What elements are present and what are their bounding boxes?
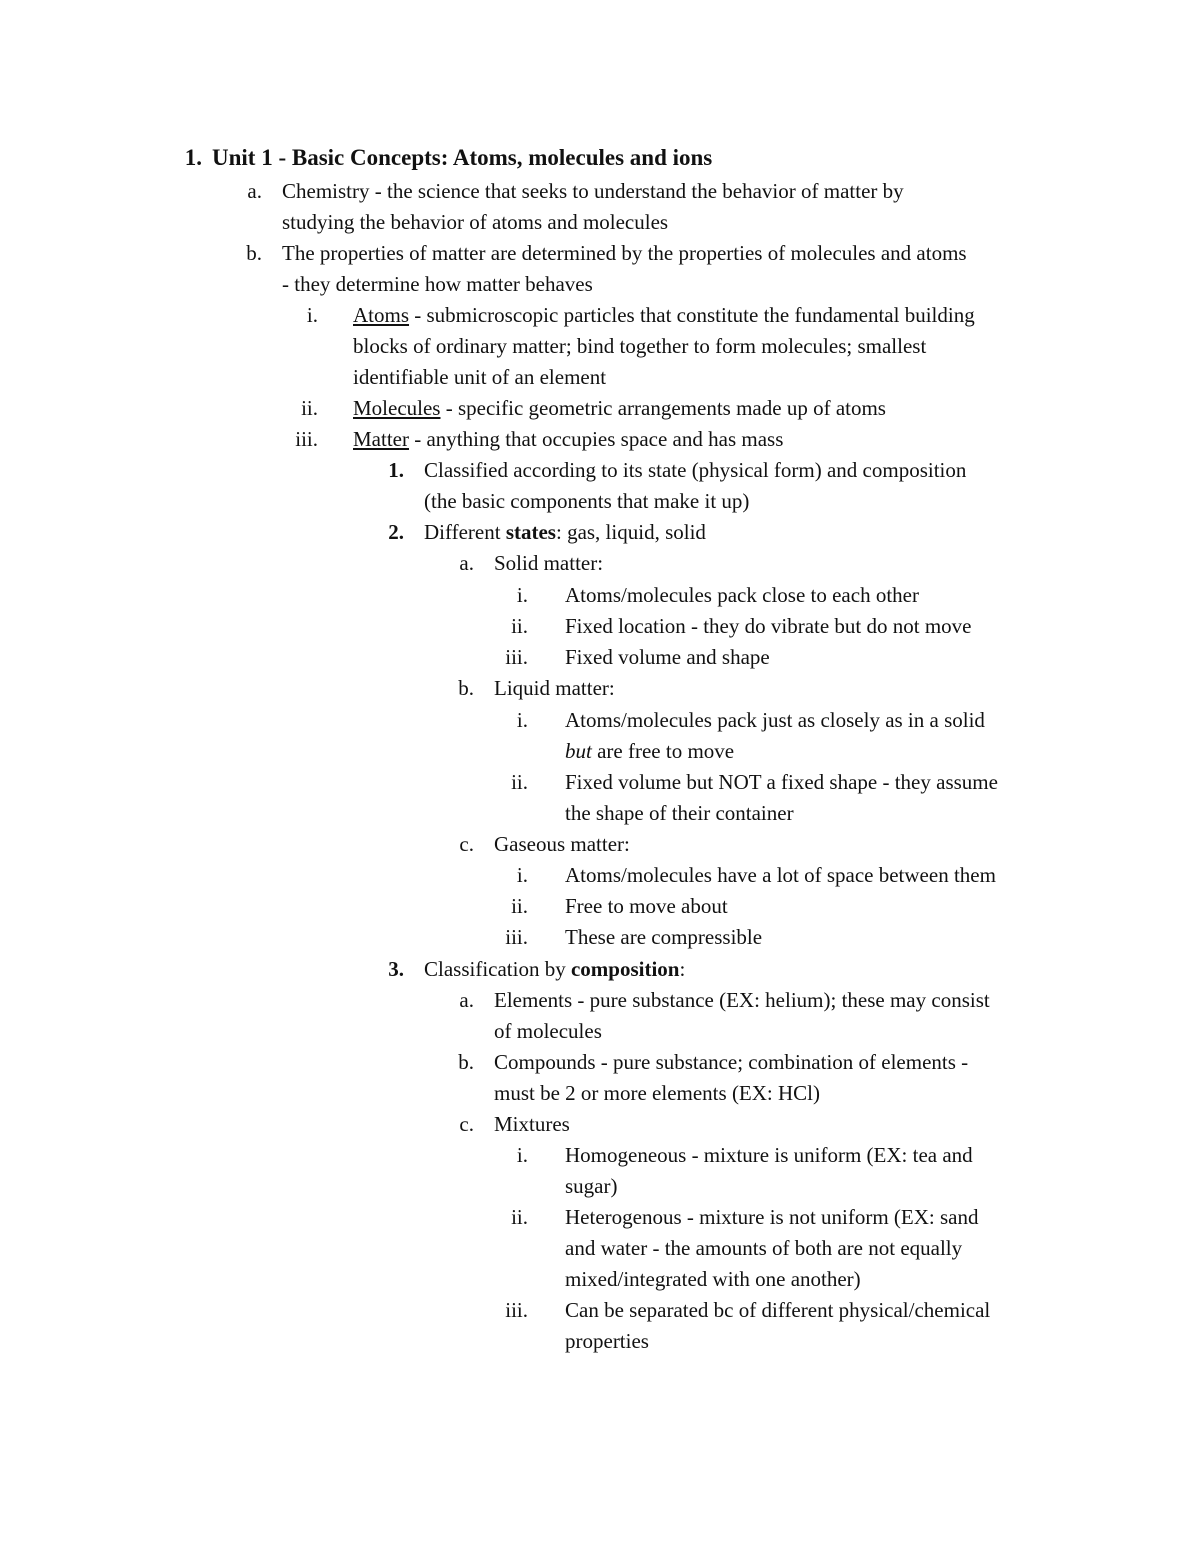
list-marker: b. xyxy=(458,1050,474,1074)
list-item-text: The properties of matter are determined by the properties of molecules and atoms - they determine how matter behaves xyxy=(282,241,967,296)
list-item-text: Molecules - specific geometric arrangements made up of atoms xyxy=(353,396,886,420)
list-item-text: Gaseous matter: xyxy=(494,832,630,856)
list-marker: i. xyxy=(516,583,528,607)
emphasis-but: but xyxy=(565,739,592,763)
list-marker: ii. xyxy=(511,1205,528,1229)
list-item-text: Matter - anything that occupies space and has mass xyxy=(353,427,784,451)
list-item-text: Mixtures xyxy=(494,1112,570,1136)
list-marker: b. xyxy=(458,676,474,700)
page-title: Unit 1 - Basic Concepts: Atoms, molecules and ions xyxy=(212,145,713,170)
list-item-text: Homogeneous - mixture is uniform (EX: tea and sugar) xyxy=(565,1143,973,1198)
list-item-text: Atoms/molecules pack close to each other xyxy=(565,583,919,607)
list-item-text: Atoms - submicroscopic particles that constitute the fundamental building blocks of ordinary matter; bind together to form molecules; smallest identifiable unit of an element xyxy=(353,303,975,389)
term-composition: composition xyxy=(570,957,680,981)
list-item-text: Elements - pure substance (EX: helium); these may consist of molecules xyxy=(494,988,990,1043)
term-molecules: Molecules xyxy=(353,396,441,420)
list-marker: iii. xyxy=(505,1298,528,1322)
list-marker: b. xyxy=(246,241,262,265)
list-marker: iii. xyxy=(505,925,528,949)
term-matter: Matter xyxy=(353,427,409,451)
list-marker: i. xyxy=(516,1143,528,1167)
list-marker: c. xyxy=(459,832,474,856)
term-atoms: Atoms xyxy=(353,303,410,327)
list-item-text: Heterogenous - mixture is not uniform (EX: sand and water - the amounts of both are not equally mixed/integrated with one another) xyxy=(565,1205,979,1291)
list-item-text: Chemistry - the science that seeks to understand the behavior of matter by studying the behavior of atoms and molecules xyxy=(282,179,904,234)
list-marker: 1. xyxy=(388,458,404,482)
list-marker: 2. xyxy=(388,520,404,544)
list-marker: c. xyxy=(459,1112,474,1136)
list-marker: iii. xyxy=(295,427,318,451)
list-marker: a. xyxy=(459,551,474,575)
list-item-text: Classification by composition: xyxy=(424,957,686,981)
list-marker: i. xyxy=(516,708,528,732)
list-item-text: Fixed volume but NOT a fixed shape - they assume the shape of their container xyxy=(565,770,998,825)
list-item-text: Fixed volume and shape xyxy=(565,645,770,669)
list-item-text: Liquid matter: xyxy=(494,676,615,700)
term-states: states xyxy=(505,520,556,544)
list-marker: 1. xyxy=(184,145,202,170)
list-marker: ii. xyxy=(511,770,528,794)
list-item-text: Compounds - pure substance; combination of elements - must be 2 or more elements (EX: HCl) xyxy=(494,1050,969,1105)
list-marker: ii. xyxy=(511,894,528,918)
list-item-text: Atoms/molecules pack just as closely as in a solid but are free to move xyxy=(565,708,985,763)
list-item-text: Classified according to its state (physical form) and composition (the basic components that make it up) xyxy=(424,458,967,513)
list-marker: ii. xyxy=(511,614,528,638)
list-item-text: Fixed location - they do vibrate but do not move xyxy=(565,614,972,638)
list-marker: a. xyxy=(247,179,262,203)
list-marker: i. xyxy=(306,303,318,327)
list-item-text: Can be separated bc of different physical/chemical properties xyxy=(565,1298,991,1353)
list-marker: a. xyxy=(459,988,474,1012)
list-marker: iii. xyxy=(505,645,528,669)
list-item-text: Atoms/molecules have a lot of space between them xyxy=(565,863,996,887)
list-marker: 3. xyxy=(388,957,404,981)
list-item-text: These are compressible xyxy=(565,925,763,949)
list-item-text: Free to move about xyxy=(565,894,728,918)
list-marker: ii. xyxy=(301,396,318,420)
list-item-text: Different states: gas, liquid, solid xyxy=(424,520,706,544)
list-item-text: Solid matter: xyxy=(494,551,604,575)
list-marker: i. xyxy=(516,863,528,887)
